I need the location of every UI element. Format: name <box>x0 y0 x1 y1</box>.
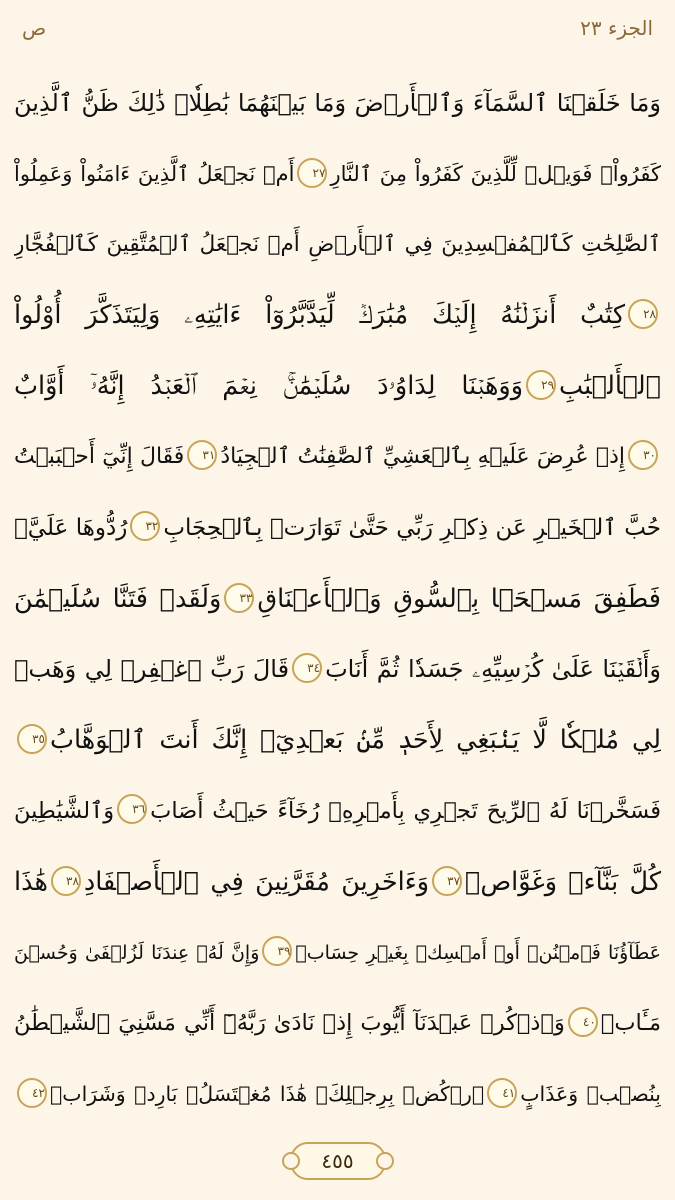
quran-page-text <box>14 68 661 1130</box>
verse-text: أَمۡ نَجۡعَلُ ٱلَّذِينَ ءَامَنُواْ وَعَمِلُواْ <box>14 161 295 186</box>
verse-text: ٱرۡكُضۡ بِرِجۡلِكَۖ هَٰذَا مُغۡتَسَلُۢ بَارِدٞ وَشَرَابٞ <box>50 1082 485 1107</box>
verse-line <box>14 68 661 139</box>
verse-text: وَمَا خَلَقۡنَا ٱلسَّمَآءَ وَٱلۡأَرۡضَ وَمَا بَيۡنَهُمَا بَٰطِلٗاۚ ذَٰلِكَ ظَنُّ ٱلَّذِينَ <box>14 89 661 117</box>
ayah-number-marker[interactable]: ٣٣ <box>224 583 254 613</box>
verse-line <box>14 634 661 705</box>
page-number: ٤٥٥ <box>290 1142 386 1180</box>
verse-text: فَسَخَّرۡنَا لَهُ ٱلرِّيحَ تَجۡرِي بِأَمۡرِهِۦ رُخَآءً حَيۡثُ أَصَابَ <box>150 797 661 824</box>
verse-text: إِذۡ عُرِضَ عَلَيۡهِ بِٱلۡعَشِيِّ ٱلصَّٰفِنَٰتُ ٱلۡجِيَادُ <box>220 443 625 469</box>
verse-text: لِي مُلۡكٗا لَّا يَنۢبَغِي لِأَحَدٖ مِّنۢ بَعۡدِيٓۖ إِنَّكَ أَنتَ ٱلۡوَهَّابُ <box>50 725 661 756</box>
verse-text: عَطَآؤُنَا فَٱمۡنُنۡ أَوۡ أَمۡسِكۡ بِغَيۡرِ حِسَابٖ <box>295 941 661 964</box>
verse-text: وَوَهَبۡنَا لِدَاوُۥدَ سُلَيۡمَٰنَۚ نِعۡمَ ٱلۡعَبۡدُ إِنَّهُۥٓ أَوَّابٌ <box>14 371 524 402</box>
verse-text: ٱلصَّٰلِحَٰتِ كَٱلۡمُفۡسِدِينَ فِي ٱلۡأَرۡضِ أَمۡ نَجۡعَلُ ٱلۡمُتَّقِينَ كَٱلۡفُجَّارِ <box>14 231 661 257</box>
verse-text: كَفَرُواْۚ فَوَيۡلٞ لِّلَّذِينَ كَفَرُواْ مِنَ ٱلنَّارِ <box>330 161 661 186</box>
ayah-number-marker[interactable]: ٤٠ <box>568 1007 598 1037</box>
verse-line <box>14 564 661 635</box>
verse-line <box>14 988 661 1059</box>
verse-line <box>14 210 661 281</box>
ayah-number-marker[interactable]: ٣٥ <box>17 724 47 754</box>
verse-text: وَءَاخَرِينَ مُقَرَّنِينَ فِي ٱلۡأَصۡفَادِ <box>83 866 430 897</box>
verse-line <box>14 776 661 847</box>
ayah-number-marker[interactable]: ٣١ <box>187 440 217 470</box>
verse-text: بِنُصۡبٖ وَعَذَابٍ <box>520 1082 661 1107</box>
verse-line <box>14 705 661 776</box>
ayah-number-marker[interactable]: ٣٢ <box>130 511 160 541</box>
ayah-number-marker[interactable]: ٤٢ <box>17 1078 47 1108</box>
ayah-number-marker[interactable]: ٣٧ <box>432 866 462 896</box>
ayah-number-marker[interactable]: ٢٨ <box>628 299 658 329</box>
verse-text: كُلَّ بَنَّآءٖ وَغَوَّاصٖ <box>465 866 661 897</box>
verse-text: مَـَٔابٖ <box>600 1010 661 1037</box>
verse-line <box>14 918 661 989</box>
verse-text: قَالَ رَبِّ ٱغۡفِرۡ لِي وَهَبۡ <box>14 655 290 684</box>
surah-label: ص <box>22 16 47 40</box>
verse-text: فَطَفِقَ مَسۡحَۢا بِٱلسُّوقِ وَٱلۡأَعۡنَاقِ <box>257 583 661 614</box>
ayah-number-marker[interactable]: ٣٨ <box>51 866 81 896</box>
ayah-number-marker[interactable]: ٣٦ <box>117 794 147 824</box>
verse-text: وَأَلۡقَيۡنَا عَلَىٰ كُرۡسِيِّهِۦ جَسَدٗا ثُمَّ أَنَابَ <box>325 655 661 684</box>
verse-text: فَقَالَ إِنِّيٓ أَحۡبَبۡتُ <box>14 443 185 469</box>
verse-text: ٱلۡأَلۡبَٰبِ <box>559 371 661 402</box>
verse-text: حُبَّ ٱلۡخَيۡرِ عَن ذِكۡرِ رَبِّي حَتَّىٰ تَوَارَتۡ بِٱلۡحِجَابِ <box>163 514 661 541</box>
verse-text: وَلَقَدۡ فَتَنَّا سُلَيۡمَٰنَ <box>14 583 222 614</box>
verse-line <box>14 493 661 564</box>
verse-text: رُدُّوهَا عَلَيَّۖ <box>14 514 128 541</box>
ayah-number-marker[interactable]: ٢٩ <box>526 370 556 400</box>
verse-line <box>14 280 661 351</box>
verse-text: وَٱلشَّيَٰطِينَ <box>14 797 115 824</box>
ayah-number-marker[interactable]: ٣٠ <box>628 440 658 470</box>
verse-line <box>14 139 661 210</box>
juz-label: الجزء ٢٣ <box>580 16 653 40</box>
verse-text: وَإِنَّ لَهُۥ عِندَنَا لَزُلۡفَىٰ وَحُسۡنَ <box>14 941 260 964</box>
verse-text: هَٰذَا <box>14 866 48 897</box>
ayah-number-marker[interactable]: ٤١ <box>487 1078 517 1108</box>
page-footer <box>0 1142 675 1182</box>
verse-line <box>14 422 661 493</box>
verse-text: وَٱذۡكُرۡ عَبۡدَنَآ أَيُّوبَ إِذۡ نَادَىٰ رَبَّهُۥٓ أَنِّي مَسَّنِيَ ٱلشَّيۡطَٰنُ <box>14 1010 565 1037</box>
ayah-number-marker[interactable]: ٢٧ <box>297 158 327 188</box>
page-header <box>0 0 675 62</box>
verse-line <box>14 351 661 422</box>
ayah-number-marker[interactable]: ٣٤ <box>292 653 322 683</box>
ayah-number-marker[interactable]: ٣٩ <box>262 936 292 966</box>
verse-line <box>14 1059 661 1130</box>
verse-line <box>14 847 661 918</box>
verse-text: كِتَٰبٌ أَنزَلۡنَٰهُ إِلَيۡكَ مُبَٰرَكٞ لِّيَدَّبَّرُوٓاْ ءَايَٰتِهِۦ وَلِيَتَذَكَّرَ أُوْلُواْ <box>14 300 625 331</box>
